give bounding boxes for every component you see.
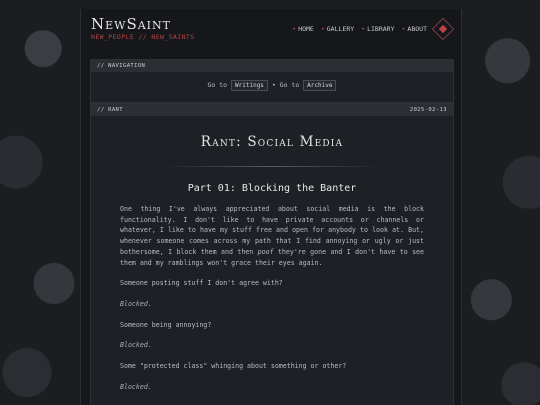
paragraph: Some "protected class" whinging about something or other? xyxy=(120,362,347,371)
bullet-icon: • xyxy=(292,25,297,33)
paragraph-text: they're gone and I don't have to see them and my ramblings won't grace their eyes again. xyxy=(120,247,424,267)
paragraph-emphasis: Blocked. xyxy=(120,382,152,391)
rant-date: 2025-02-13 xyxy=(409,107,447,113)
paragraph-emphasis: Blocked. xyxy=(120,341,152,350)
site-subtitle: NEW_PEOPLE // NEW_SAINTS xyxy=(91,33,195,41)
navigation-panel xyxy=(90,59,454,103)
rant-panel-header xyxy=(91,104,453,116)
paragraph: Someone being annoying? xyxy=(120,320,212,329)
diamond-icon[interactable] xyxy=(432,18,455,41)
nav-about-label: ABOUT xyxy=(407,25,427,33)
part-title: Part 01: Blocking the Banter xyxy=(187,183,357,194)
paragraph-emphasis: Blocked. xyxy=(120,299,152,308)
nav-gallery[interactable] xyxy=(321,25,354,33)
nav-home[interactable] xyxy=(292,25,314,33)
main-nav xyxy=(292,25,427,33)
archive-link[interactable]: Archive xyxy=(303,80,336,91)
nav-library-label: LIBRARY xyxy=(367,25,395,33)
goto-separator: • Go to xyxy=(271,81,300,89)
writings-link[interactable]: Writings xyxy=(231,80,268,91)
navigation-heading: // NAVIGATION xyxy=(97,63,146,69)
paragraph: Someone posting stuff I don't agree with? xyxy=(120,279,283,288)
paragraph-text: One thing I've always appreciated about social media is the block functionality. I don't like to have private accounts or channels or whatever, I like to have my stuff free and open for anybody to look at. But, whenever someone comes across my path that I find annoying or ugly or just bothersome, I block them and then xyxy=(120,205,424,256)
rant-heading: // RANT xyxy=(97,107,123,113)
rant-panel xyxy=(90,103,454,405)
nav-about[interactable] xyxy=(402,25,428,33)
page-container xyxy=(80,9,462,405)
diamond-core xyxy=(439,25,447,33)
paragraph xyxy=(120,204,424,268)
navigation-panel-header xyxy=(91,60,453,72)
goto-row xyxy=(91,80,453,91)
nav-home-label: HOME xyxy=(298,25,314,33)
goto-label: Go to xyxy=(207,81,228,89)
emphasis-text: poof xyxy=(257,247,274,256)
nav-library[interactable] xyxy=(361,25,394,33)
nav-gallery-label: GALLERY xyxy=(326,25,355,33)
divider xyxy=(162,166,382,167)
bullet-icon: • xyxy=(401,25,406,33)
rant-title: Rant: Social Media xyxy=(200,134,344,150)
site-header xyxy=(81,9,461,53)
bullet-icon: • xyxy=(320,25,325,33)
site-title[interactable]: NewSaint xyxy=(91,15,171,33)
rant-body xyxy=(91,204,453,392)
bullet-icon: • xyxy=(361,25,366,33)
